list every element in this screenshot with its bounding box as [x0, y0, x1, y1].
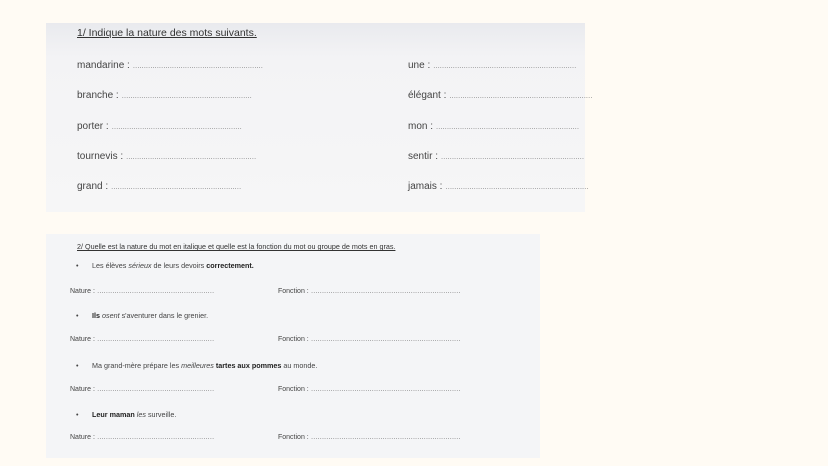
word-row-porter: porter : ……………………………………………………	[77, 121, 242, 132]
word-row-mon: mon : …………………………………………………………	[408, 121, 579, 132]
exercise-1-image	[46, 23, 593, 212]
fonction-answer-2: Fonction : ……………………………………………………………	[278, 336, 461, 343]
exercise-1-title: 1/ Indique la nature des mots suivants.	[77, 27, 257, 39]
bullet-icon: •	[76, 410, 79, 419]
nature-answer-1: Nature : ………………………………………………	[70, 288, 214, 295]
nature-answer-2: Nature : ………………………………………………	[70, 336, 214, 343]
word-row-sentir: sentir : …………………………………………………………	[408, 151, 584, 162]
sentence-2: • Ils osent s'aventurer dans le grenier.	[76, 311, 209, 320]
nature-answer-4: Nature : ………………………………………………	[70, 434, 214, 441]
sentence-4: • Leur maman les surveille.	[76, 410, 177, 419]
nature-answer-3: Nature : ………………………………………………	[70, 386, 214, 393]
bullet-icon: •	[76, 261, 79, 270]
fonction-answer-4: Fonction : ……………………………………………………………	[278, 434, 461, 441]
fonction-answer-3: Fonction : ……………………………………………………………	[278, 386, 461, 393]
word-row-une: une : …………………………………………………………	[408, 60, 577, 71]
word-row-jamais: jamais : …………………………………………………………	[408, 181, 589, 192]
sentence-3: • Ma grand-mère prépare les meilleures tartes aux pommes au monde.	[76, 361, 318, 370]
sentence-1: • Les élèves sérieux de leurs devoirs correctement.	[76, 261, 254, 270]
bullet-icon: •	[76, 361, 79, 370]
word-row-mandarine: mandarine : ……………………………………………………	[77, 60, 263, 71]
exercise-2-title: 2/ Quelle est la nature du mot en italique et quelle est la fonction du mot ou groupe de mots en gras.	[77, 242, 396, 251]
word-row-tournevis: tournevis : ……………………………………………………	[77, 151, 256, 162]
word-row-elegant: élégant : …………………………………………………………	[408, 90, 593, 101]
word-row-branche: branche : ……………………………………………………	[77, 90, 252, 101]
bullet-icon: •	[76, 311, 79, 320]
word-row-grand: grand : ……………………………………………………	[77, 181, 241, 192]
fonction-answer-1: Fonction : ……………………………………………………………	[278, 288, 461, 295]
exercise-2-image	[46, 234, 540, 458]
